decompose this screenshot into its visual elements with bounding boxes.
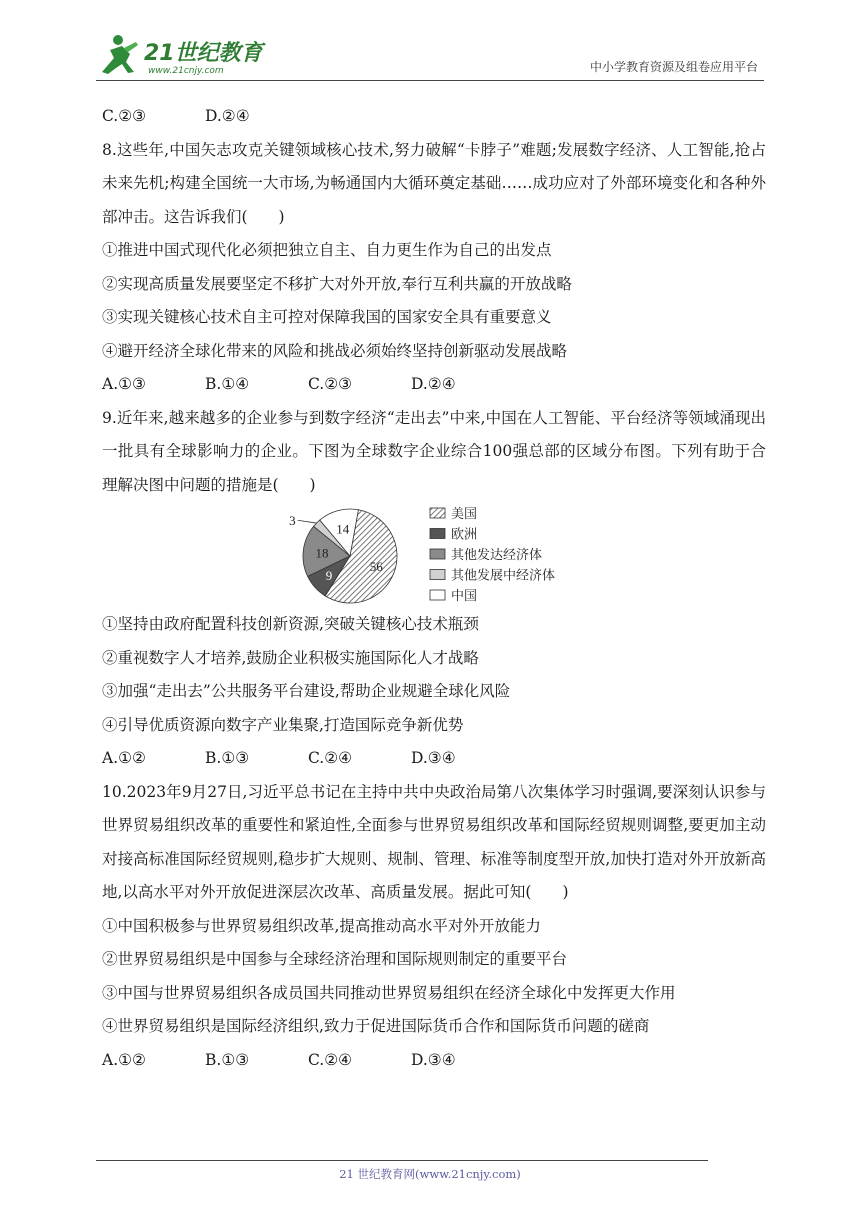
header-divider (96, 80, 764, 81)
q10-options (102, 1044, 766, 1078)
legend-swatch (430, 529, 445, 539)
option: A.①② (102, 1050, 146, 1069)
q9-item: ①坚持由政府配置科技创新资源,突破关键核心技术瓶颈 (102, 615, 479, 633)
pie-value-label: 18 (315, 545, 329, 561)
q8-stem: 8.这些年,中国矢志攻克关键领域核心技术,努力破解“卡脖子”难题;发展数字经济、人工智能,抢占未来先机;构建全国统一大市场,为畅通国内大循环奠定基础……成功应对了外部环境变化和各种外部冲击。这告诉我们( ) (102, 140, 766, 226)
svg-text:21世纪教育: 21世纪教育 (144, 41, 263, 66)
option: D.②④ (205, 107, 250, 125)
option: C.②④ (308, 749, 353, 767)
q10-item: ②世界贸易组织是中国参与全球经济治理和国际规则制定的重要平台 (102, 950, 568, 968)
legend-swatch (430, 508, 445, 518)
legend-label: 中国 (451, 589, 478, 604)
pie-chart-figure (102, 504, 766, 608)
legend-label: 其他发展中经济体 (451, 568, 556, 584)
q9-item: ④引导优质资源向数字产业集聚,打造国际竞争新优势 (102, 715, 464, 734)
footer-text: 21 世纪教育网(www.21cnjy.com) (339, 1167, 521, 1181)
svg-text:www.21cnjy.com: www.21cnjy.com (148, 66, 224, 76)
q8-item: ③实现关键核心技术自主可控对保障我国的国家安全具有重要意义 (102, 308, 552, 326)
pie-value-label: 56 (369, 559, 383, 575)
question-content (102, 100, 766, 1077)
site-logo (96, 32, 266, 76)
option: B.①④ (205, 375, 250, 393)
q10-item: ④世界贸易组织是国际经济组织,致力于促进国际货币合作和国际货币问题的磋商 (102, 1017, 650, 1035)
pie-value-label: 9 (325, 567, 333, 583)
platform-title: 中小学教育资源及组卷应用平台 (589, 60, 758, 74)
option: C.②③ (102, 107, 147, 125)
option: D.③④ (411, 749, 456, 767)
q9-stem: 9.近年来,越来越多的企业参与到数字经济“走出去”中来,中国在人工智能、平台经济等领域涌现出一批具有全球影响力的企业。下图为全球数字企业综合100强总部的区域分布图。下列有助于合理解决图中问题的措施是( ) (102, 408, 766, 494)
legend-label: 其他发达经济体 (451, 548, 543, 563)
q8-item: ②实现高质量发展要坚定不移扩大对外开放,奉行互利共赢的开放战略 (102, 274, 572, 293)
legend-swatch (430, 570, 445, 580)
option: B.①③ (205, 1050, 250, 1069)
option: C.②③ (308, 375, 353, 393)
q8-item: ④避开经济全球化带来的风险和挑战必须始终坚持创新驱动发展战略 (102, 341, 568, 360)
option: C.②④ (308, 1050, 353, 1069)
option: B.①③ (205, 749, 250, 767)
q7-options (102, 100, 766, 134)
pie-value-label: 14 (336, 521, 350, 537)
pie-chart (102, 504, 766, 608)
option: A.①② (102, 749, 146, 767)
option: D.③④ (411, 1050, 456, 1069)
q9-item: ②重视数字人才培养,鼓励企业积极实施国际化人才战略 (102, 648, 479, 667)
q9-options (102, 742, 766, 776)
legend-label: 美国 (451, 507, 478, 522)
legend-swatch (430, 590, 445, 600)
option: D.②④ (411, 375, 456, 393)
q9-item: ③加强“走出去”公共服务平台建设,帮助企业规避全球化风险 (102, 682, 511, 700)
legend-swatch (430, 549, 445, 559)
q10-item: ①中国积极参与世界贸易组织改革,提高推动高水平对外开放能力 (102, 916, 541, 935)
q8-options (102, 368, 766, 402)
footer-divider (96, 1160, 708, 1161)
legend-label: 欧洲 (451, 527, 478, 543)
page-header (96, 30, 764, 80)
q8-item: ①推进中国式现代化必须把独立自主、自力更生作为自己的出发点 (102, 241, 552, 259)
pie-leader-line (298, 520, 317, 523)
option: A.①③ (102, 375, 146, 393)
q10-stem: 10.2023年9月27日,习近平总书记在主持中共中央政治局第八次集体学习时强调,要深刻认识参与世界贸易组织改革的重要性和紧迫性,全面参与世界贸易组织改革和国际经贸规则调整,要更加主动对接高标准国际经贸规则,稳步扩大规则、规制、管理、标准等制度型开放,加快打造对外开放新高地,以高水平对外开放促进深层次改革、高质量发展。据此可知( ) (102, 782, 766, 901)
pie-value-label: 3 (289, 513, 296, 529)
q10-item: ③中国与世界贸易组织各成员国共同推动世界贸易组织在经济全球化中发挥更大作用 (102, 983, 676, 1002)
